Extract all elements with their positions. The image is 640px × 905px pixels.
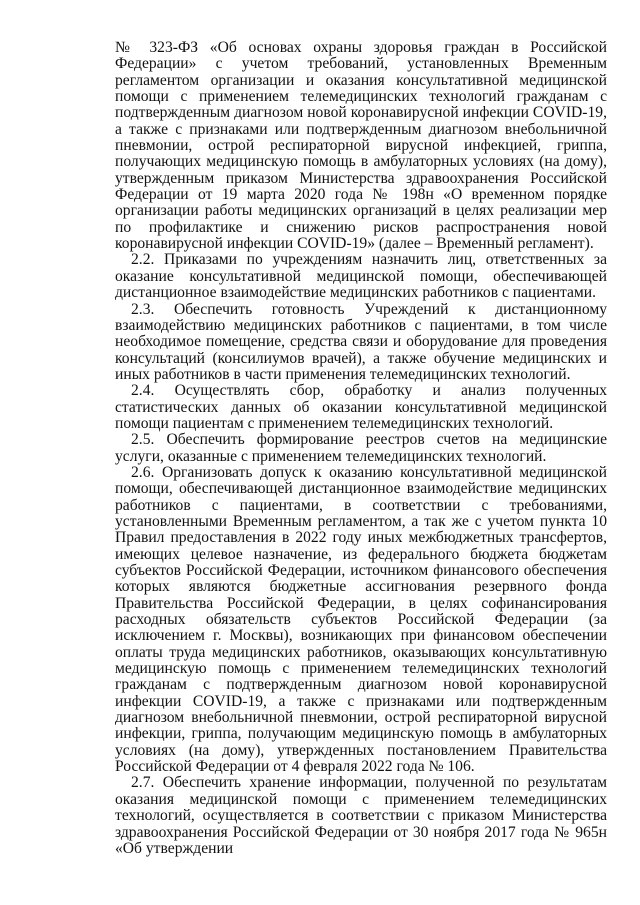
paragraph-2-2: 2.2. Приказами по учреждениям назначить лиц, ответственных за оказание консультативной медицинской помощи, обеспечивающей дистанционное взаимодействие медицинских работников с пациентами. [115, 251, 607, 302]
paragraph-2-6: 2.6. Организовать допуск к оказанию консультативной медицинской помощи, обеспечивающей дистанционное взаимодействие медицинских работников с пациентами, в соответствии с требованиями, установленными Временным регламентом, а так же с учетом пункта 10 Правил предоставления в 2022 году иных межбюджетных трансфертов, имеющих целевое назначение, из федерального бюджета бюджетам субъектов Российской Федерации, источником финансового обеспечения которых являются бюджетные ассигнования резервного фонда Правительства Российской Федерации, в целях софинансирования расходных обязательств субъектов Российской Федерации (за исключением г. Москвы), возникающих при финансовом обеспечении оплаты труда медицинских работников, оказывающих консультативную медицинскую помощь с применением телемедицинских технологий гражданам с подтвержденным диагнозом новой коронавирусной инфекции COVID-19, а также с признаками или подтвержденным диагнозом внебольничной пневмонии, острой респираторной вирусной инфекции, гриппа, получающим медицинскую помощь в амбулаторных условиях (на дому), утвержденных постановлением Правительства Российской Федерации от 4 февраля 2022 года № 106. [115, 463, 607, 776]
paragraph-2-3: 2.3. Обеспечить готовность Учреждений к дистанционному взаимодействию медицинских работников с пациентами, в том числе необходимое помещение, средства связи и оборудование для проведения консультаций (консилиумов врачей), а также обучение медицинских и иных работников в части применения телемедицинских технологий. [115, 300, 607, 383]
paragraph-2-7: 2.7. Обеспечить хранение информации, полученной по результатам оказания медицинской помощи с применением телемедицинских технологий, осуществляется в соответствии с приказом Министерства здравоохранения Российской Федерации от 30 ноября 2017 года № 965н «Об утверждении [115, 774, 607, 857]
paragraph-2-5: 2.5. Обеспечить формирование реестров счетов на медицинские услуги, оказанные с применением телемедицинских технологий. [115, 431, 607, 465]
paragraph-intro: № 323-ФЗ «Об основах охраны здоровья граждан в Российской Федерации» с учетом требований, установленных Временным регламентом организации и оказания консультативной медицинской помощи с применением телемедицинских технологий гражданам с подтвержденным диагнозом новой коронавирусной инфекции COVID-19, а также с признаками или подтвержденным диагнозом внебольничной пневмонии, острой респираторной вирусной инфекцией, гриппа, получающих медицинскую помощь в амбулаторных условиях (на дому), утвержденным приказом Министерства здравоохранения Российской Федерации от 19 марта 2020 года № 198н «О временном порядке организации работы медицинских организаций в целях реализации мер по профилактике и снижению рисков распространения новой коронавирусной инфекции COVID-19» (далее – Временный регламент). [115, 39, 607, 253]
paragraph-2-4: 2.4. Осуществлять сбор, обработку и анализ полученных статистических данных об оказании консультативной медицинской помощи пациентам с применением телемедицинских технологий. [115, 382, 607, 432]
document-body [115, 40, 607, 857]
